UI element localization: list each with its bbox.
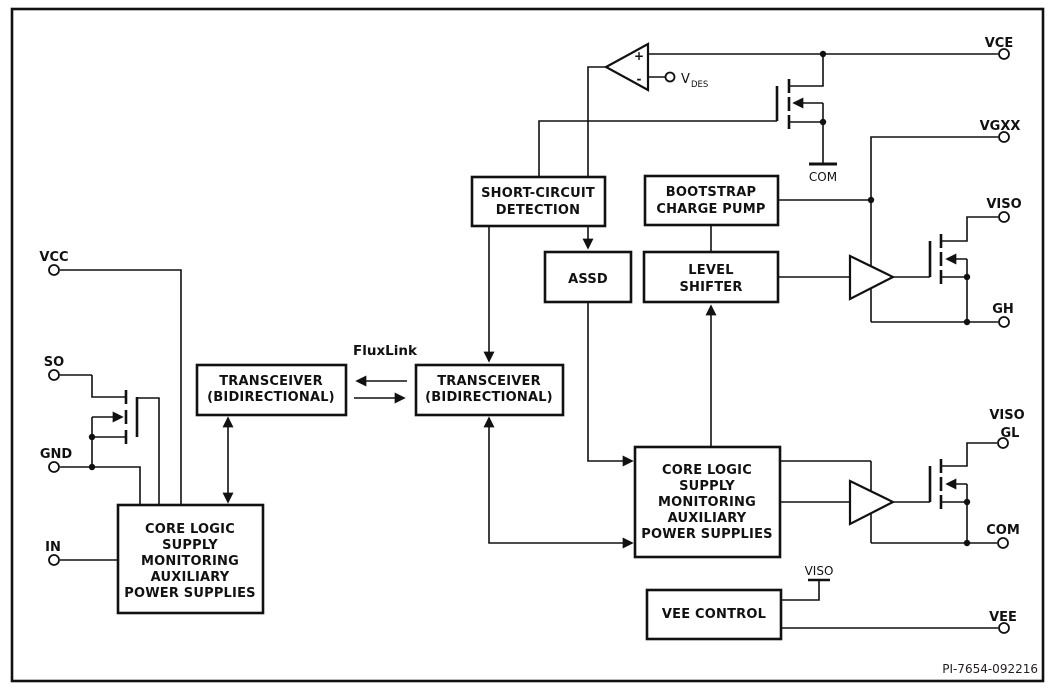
wire-low-fet-source [941,502,967,543]
wire-vcc [60,270,181,505]
wire-clamp-gate [539,121,777,177]
vdes-label: V [681,72,690,87]
wire-comparator-output [588,67,606,177]
wire-viso-flag [781,580,819,600]
pin-label-vcc: VCC [39,250,69,265]
wire-left-fet-source [92,437,126,467]
vee-control-label: VEE CONTROL [661,607,767,622]
tx-left-label-line1: TRANSCEIVER [219,374,323,389]
terminal-vdes [666,73,675,82]
core-right-label-line1: CORE LOGIC [662,463,752,478]
terminal-gh [999,317,1009,327]
pin-label-com: COM [986,523,1020,538]
com-ground-label: COM [808,170,838,184]
pin-label-gl: GL [1000,426,1020,441]
wire-clamp-source [789,122,823,164]
junction-dot [820,51,826,57]
wire-gnd [60,467,140,505]
tx-left-label-line2: (BIDIRECTIONAL) [207,390,335,405]
core-left-label-line3: MONITORING [140,554,240,569]
junction-dot [964,499,970,505]
junction-dot [964,319,970,325]
core-right-label-line3: MONITORING [657,495,757,510]
scd-label-line1: SHORT-CIRCUIT [481,186,595,201]
wire-low-fet-drain-gl [941,443,997,466]
pin-label-vgxx: VGXX [979,119,1021,134]
core-right-label-line4: AUXILIARY [667,511,747,526]
wire-clamp-drain [789,54,823,86]
pin-label-in: IN [45,540,61,555]
terminal-com [998,538,1008,548]
junction-dot [89,434,95,440]
tx-right-label-line1: TRANSCEIVER [437,374,541,389]
core-right-label-line2: SUPPLY [679,479,735,494]
wire-assd-to-core [588,302,632,461]
terminal-so [49,370,59,380]
scd-label-line2: DETECTION [495,203,581,218]
level-shifter-label-line2: SHIFTER [679,280,743,295]
assd-label: ASSD [568,272,608,287]
core-right-label-line5: POWER SUPPLIES [641,527,773,542]
core-left-label-line5: POWER SUPPLIES [124,586,256,601]
pin-label-gnd: GND [39,447,73,462]
junction-dot [89,464,95,470]
fluxlink-label: FluxLink [353,343,417,359]
comparator-plus-sign: + [633,49,645,63]
level-shifter-label-line1: LEVEL [688,263,734,278]
junction-dot [964,540,970,546]
pin-label-viso-high: VISO [986,197,1022,212]
wire-high-fet-source [941,277,967,322]
bcp-label-line2: CHARGE PUMP [656,202,766,217]
pin-label-gh: GH [992,302,1014,317]
core-left-label-line2: SUPPLY [162,538,218,553]
wire-high-fet-drain-viso [941,217,998,241]
terminal-gnd [49,462,59,472]
core-left-label-line4: AUXILIARY [150,570,230,585]
core-left-label-line1: CORE LOGIC [145,522,235,537]
wire-vgxx-rail [871,137,998,322]
junction-dot [964,274,970,280]
pin-label-viso-low: VISO [989,408,1025,423]
block-short-circuit-detection [472,177,605,226]
pin-label-vee: VEE [989,610,1017,625]
block-bootstrap-charge-pump [645,176,778,225]
comparator-minus-sign: - [636,72,642,86]
pin-label-so: SO [43,355,65,370]
pin-label-vce: VCE [984,36,1014,51]
terminal-viso-high [999,212,1009,222]
vdes-subscript: DES [691,80,709,90]
terminal-in [49,555,59,565]
tx-right-label-line2: (BIDIRECTIONAL) [425,390,553,405]
junction-dot [820,119,826,125]
part-number: PI-7654-092216 [942,662,1038,676]
wire-left-fet-drain [92,375,126,397]
junction-dot [868,197,874,203]
bcp-label-line1: BOOTSTRAP [665,185,757,200]
wire-transceiver-core-right [489,418,632,543]
terminal-vcc [49,265,59,275]
viso-flag-label: VISO [804,564,834,578]
